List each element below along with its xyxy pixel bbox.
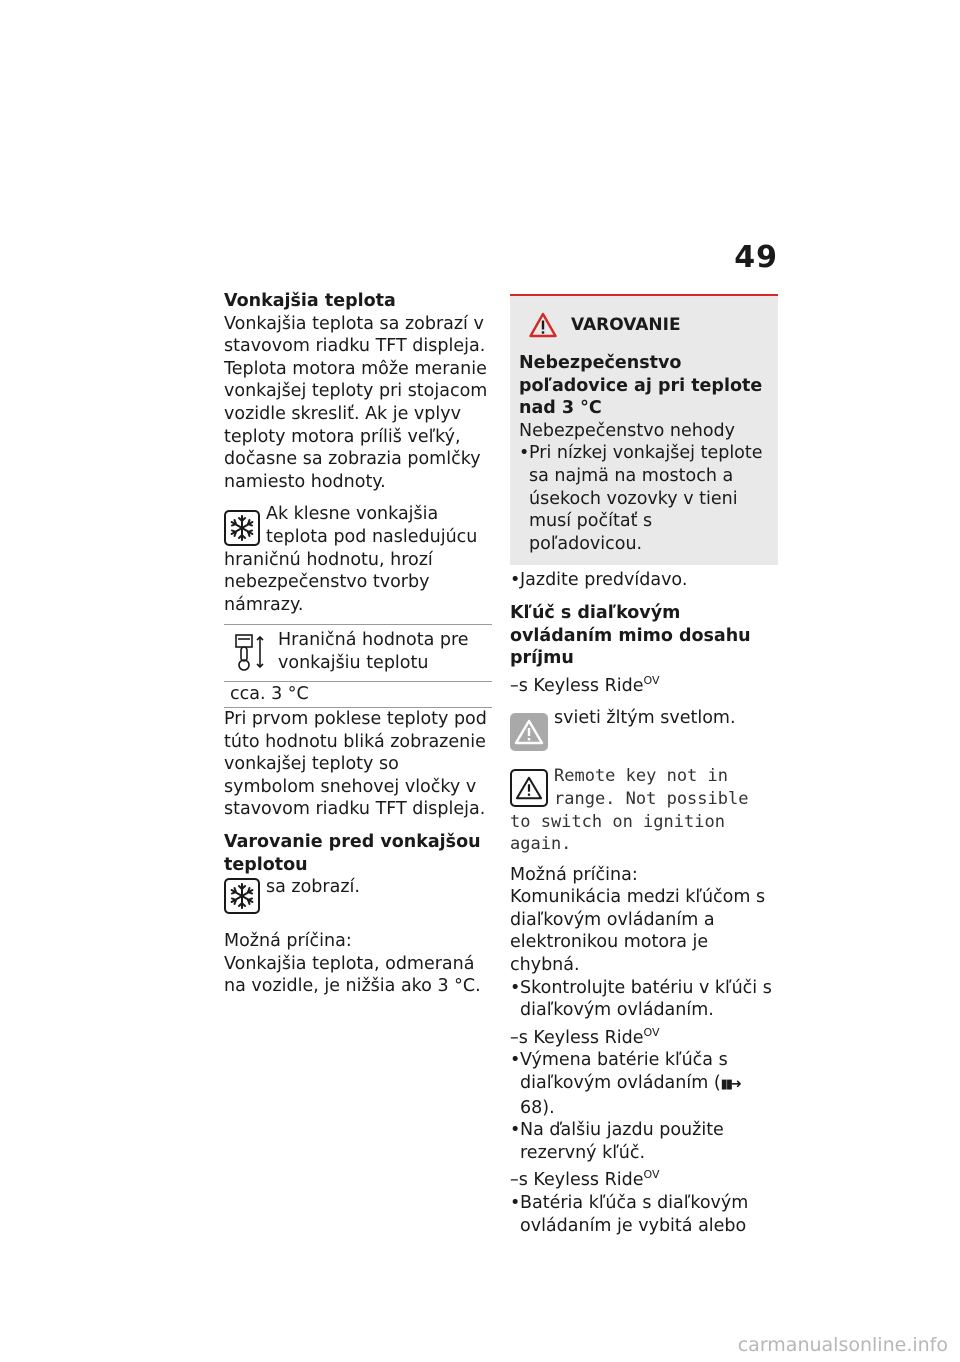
thermometer-limit-icon [234,631,266,673]
warning-bullet: • Pri nízkej vonkajšej teplote sa najmä na mostoch a úsekoch vozovky v tieni musí počítať s poľadovicou. [519,442,769,555]
left-column [224,290,492,998]
cause-label: Možná príčina: [224,931,352,952]
warning-box [510,294,778,565]
general-warning-light-icon [510,713,548,751]
yellow-light-text: svieti žltým svetlom. [554,708,736,729]
warning-triangle-icon [529,312,557,338]
limit-table-header-text: Hraničná hodnota pre vonkajšiu teplotu [278,630,469,673]
page-number: 49 [734,240,778,275]
bullet-spare-key: • Na ďalšiu jazdu použite rezervný kľúč. [510,1119,778,1164]
footer-watermark: carmanualsonline.info [737,1334,948,1356]
snowflake-icon [224,510,260,546]
page-reference-arrow-icon: ▮▮➜ [720,1077,740,1093]
limit-value-table [224,624,492,708]
warning-title-text: VAROVANIE [571,314,681,335]
warning-title [519,312,769,338]
frost-warning-block [224,503,492,616]
warning-subtitle: Nebezpečenstvo nehody [519,420,735,441]
bullet-replace-battery: • Výmena batérie kľúča s diaľkovým ovládaním (▮▮➜ 68). [510,1049,778,1119]
heading-remote-key: Kľúč s diaľkovým ovládaním mimo dosahu príjmu [510,602,751,669]
cause-text-right: Komunikácia medzi kľúčom s diaľkovým ovládaním a elektronikou motora je chybná. [510,887,766,976]
display-message: Remote key not in range. Not possible to switch on ignition again. [510,766,749,855]
limit-table-header [224,625,492,680]
snowflake-icon [224,878,260,914]
shown-text: sa zobrazí. [266,877,360,898]
first-drop-description: Pri prvom poklese teploty pod túto hodnotu bliká zobrazenie vonkajšej teploty so symbolom snehovej vločky v stavovom riadku TFT displeja. [224,709,487,820]
limit-table-value: cca. 3 °C [224,681,492,708]
heading-temperature-warning: Varovanie pred vonkajšou teplotou [224,832,481,875]
yellow-light-block [510,707,778,751]
keyless-ride-3: –s Keyless Ride$^{OV}$ [510,1168,660,1191]
cause-label-right: Možná príčina: [510,864,638,885]
display-message-block [510,765,778,855]
cause-text: Vonkajšia teplota, odmeraná na vozidle, je nižšia ako 3 °C. [224,953,481,997]
snowflake-shown-block [224,876,492,914]
bullet-battery-empty: • Batéria kľúča s diaľkovým ovládaním je vybitá alebo [510,1192,778,1237]
warning-heading: Nebezpečenstvo poľadovice aj pri teplote nad 3 °C [519,353,763,419]
bullet-drive: • Jazdite predvídavo. [510,569,778,592]
bullet-check-battery: • Skontrolujte batériu v kľúči s diaľkovým ovládaním. [510,977,778,1022]
warning-triangle-icon [510,769,548,807]
heading-outside-temperature: Vonkajšia teplota [224,291,396,311]
outside-temperature-description: Vonkajšia teplota sa zobrazí v stavovom riadku TFT displeja. Teplota motora môže meranie vonkajšej teploty pri stojacom vozidle skresliť. Ak je vplyv teploty motora príliš veľký, dočasne sa zobrazia pomlčky namiesto hodnoty. [224,313,488,492]
frost-warning-text: Ak klesne vonkajšia teplota pod nasledujúcu hraničnú hodnotu, hrozí nebezpečenstvo tvorby námrazy. [224,504,478,615]
keyless-ride-2: –s Keyless Ride$^{OV}$ [510,1025,660,1048]
right-column [510,294,778,1237]
keyless-ride-1: –s Keyless Ride$^{OV}$ [510,673,660,696]
